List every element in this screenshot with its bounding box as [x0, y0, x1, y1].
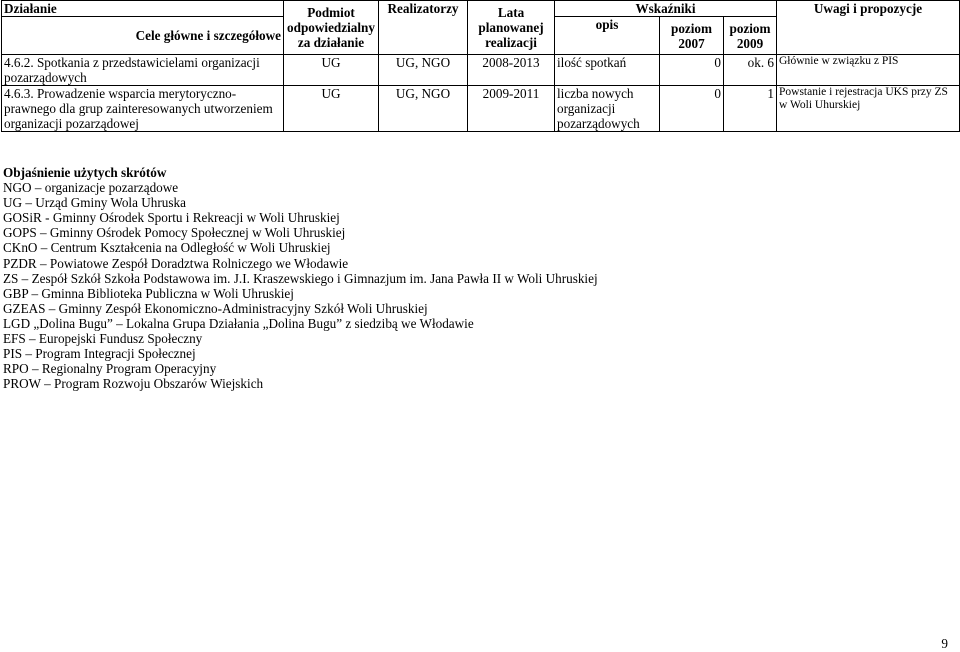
header-poziom-2007 [660, 17, 724, 55]
legend-item: EFS – Europejski Fundusz Społeczny [3, 331, 203, 347]
header-lata-line2: planowanej [478, 20, 544, 35]
legend-item: GZEAS – Gminny Zespół Ekonomiczno-Administracyjny Szkół Woli Uhruskiej [3, 300, 428, 316]
legend-item: RPO – Regionalny Program Operacyjny [3, 361, 217, 377]
row-podmiot: UG [284, 86, 379, 132]
row-poziom-2009: 1 [724, 86, 777, 132]
legend-item: ZS – Zespół Szkół Szkoła Podstawowa im. J.I. Kraszewskiego i Gimnazjum im. Jana Pawła II w Woli Uhruskiej [3, 270, 598, 286]
header-wskazniki: Wskaźniki [555, 1, 777, 17]
row-dzialanie: 4.6.2. Spotkania z przedstawicielami organizacji pozarządowych [2, 55, 284, 86]
action-table [1, 0, 960, 132]
header-poziom-2007-label: poziom [670, 20, 713, 36]
header-lata [468, 1, 555, 55]
row-uwagi: Powstanie i rejestracja UKS przy ZS w Woli Uhurskiej [777, 86, 960, 132]
header-poziom-2009-label: poziom [729, 20, 771, 36]
legend-item: LGD „Dolina Bugu” – Lokalna Grupa Działania „Dolina Bugu” z siedzibą we Włodawie [3, 315, 474, 331]
row-poziom-2009: ok. 6 [724, 55, 777, 86]
row-dzialanie: 4.6.3. Prowadzenie wsparcia merytoryczno-prawnego dla grup zainteresowanych utworzeniem organizacji pozarządowej [2, 86, 284, 132]
header-podmiot-line1: Podmiot [307, 5, 355, 20]
row-opis: liczba nowych organizacji pozarządowych [555, 86, 660, 132]
row-uwagi: Głównie w związku z PIS [777, 55, 960, 86]
legend-item: PZDR – Powiatowe Zespół Doradztwa Rolniczego we Włodawie [3, 255, 349, 271]
legend-item: GOSiR - Gminny Ośrodek Sportu i Rekreacji w Woli Uhruskiej [3, 210, 340, 226]
legend-item: UG – Urząd Gminy Wola Uhruska [3, 195, 186, 211]
legend-title: Objaśnienie użytych skrótów [3, 165, 167, 180]
legend-item: GOPS – Gminny Ośrodek Pomocy Społecznej w Woli Uhruskiej [3, 225, 346, 241]
header-opis: opis [555, 17, 660, 55]
row-realizatorzy: UG, NGO [379, 86, 468, 132]
legend-item: GBP – Gminna Biblioteka Publiczna w Woli Uhruskiej [3, 285, 294, 301]
row-realizatorzy: UG, NGO [379, 55, 468, 86]
row-opis: ilość spotkań [555, 55, 660, 86]
row-lata: 2008-2013 [468, 55, 555, 86]
header-poziom-2009 [724, 17, 777, 55]
legend-item: PIS – Program Integracji Społecznej [3, 346, 196, 362]
header-realizatorzy: Realizatorzy [379, 1, 468, 55]
header-cele: Cele główne i szczegółowe [2, 17, 284, 55]
header-poziom-2007-year: 2007 [678, 35, 705, 51]
row-poziom-2007: 0 [660, 55, 724, 86]
table-row [2, 86, 960, 132]
legend-item: PROW – Program Rozwoju Obszarów Wiejskich [3, 376, 264, 392]
legend-item: NGO – organizacje pozarządowe [3, 180, 179, 196]
header-row-1 [2, 1, 960, 17]
page-number: 9 [941, 636, 948, 651]
header-podmiot-line3: za działanie [297, 35, 365, 50]
header-podmiot [284, 1, 379, 55]
row-podmiot: UG [284, 55, 379, 86]
row-poziom-2007: 0 [660, 86, 724, 132]
header-poziom-2009-year: 2009 [736, 35, 764, 51]
header-lata-line3: realizacji [485, 35, 537, 50]
legend-item: CKnO – Centrum Kształcenia na Odległość w Woli Uhruskiej [3, 240, 331, 256]
row-lata: 2009-2011 [468, 86, 555, 132]
abbreviations-legend [3, 165, 598, 391]
header-lata-line1: Lata [497, 5, 525, 20]
table-row [2, 55, 960, 86]
header-uwagi: Uwagi i propozycje [777, 1, 960, 55]
header-podmiot-line2: odpowiedzialny [287, 20, 375, 35]
header-dzialanie: Działanie [2, 1, 284, 17]
